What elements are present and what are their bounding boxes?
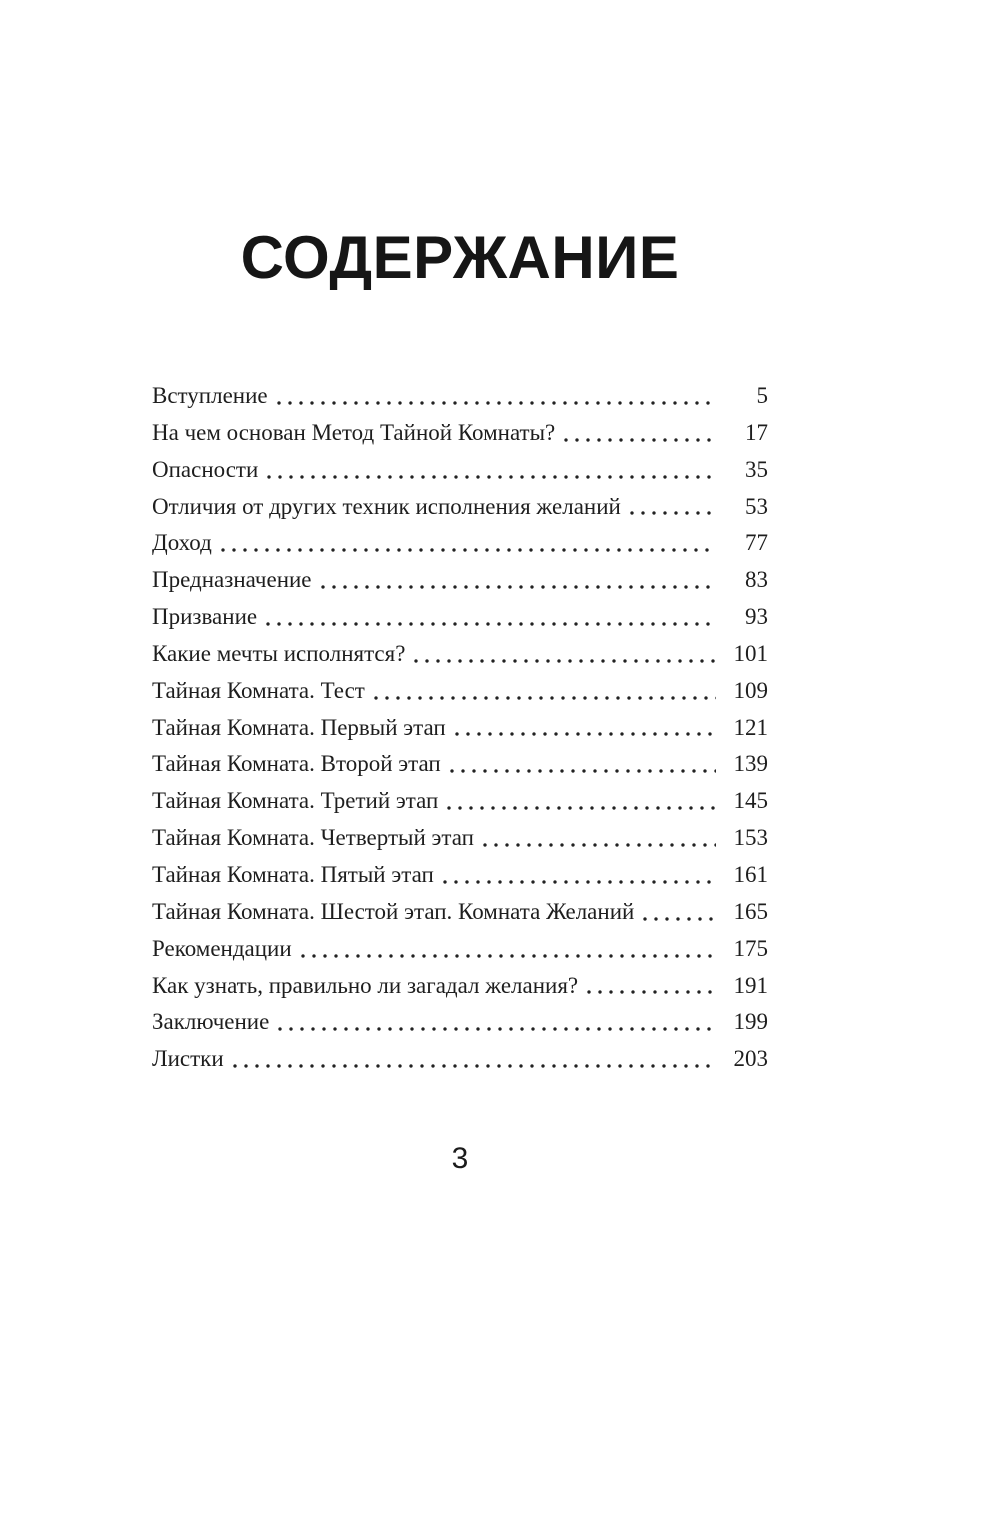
toc-entry-title: Опасности [152,456,259,482]
toc-entry-title: Тайная Комната. Тест [152,677,365,703]
toc-entry [152,783,768,820]
toc-leader-dots [455,732,716,736]
toc-entry-title: На чем основан Метод Тайной Комнаты? [152,419,556,445]
toc-leader-dots [321,585,716,589]
toc-leader-dots [564,438,716,442]
toc-leader-dots [221,548,716,552]
toc-entry [152,746,768,783]
toc-entry-title: Призвание [152,604,258,630]
toc-entry-title: Заключение [152,1009,270,1035]
page-number: 3 [451,1142,469,1176]
toc-entry-title: Тайная Комната. Третий этап [152,788,439,814]
toc-entry-page: 121 [733,714,768,740]
toc-entry-title: Листки [152,1046,224,1072]
toc-entry [152,968,768,1005]
toc-leader-dots [301,954,716,958]
toc-entry-title: Тайная Комната. Первый этап [152,714,446,740]
toc-leader-dots [233,1064,716,1068]
toc-entry [152,525,768,562]
toc-leader-dots [267,475,716,479]
toc-entry-page: 165 [733,898,768,924]
toc-entry [152,489,768,526]
toc-entry-title: Отличия от других техник исполнения желаний [152,493,621,519]
page-title: СОДЕРЖАНИЕ [240,224,680,291]
toc-entry-page: 145 [733,788,768,814]
toc-leader-dots [266,622,716,626]
toc-entry [152,1041,768,1078]
toc-entry-title: Тайная Комната. Пятый этап [152,861,434,887]
toc-entry [152,452,768,489]
toc-entry-page: 175 [733,935,768,961]
toc-leader-dots [587,990,716,994]
toc-entry-page: 139 [733,751,768,777]
toc-entry-page: 83 [745,567,768,593]
toc-entry [152,710,768,747]
toc-entry-page: 5 [756,383,768,408]
book-page [0,224,987,1528]
toc-entry-title: Какие мечты исполнятся? [152,640,406,666]
toc-leader-dots [483,843,716,847]
toc-entry [152,894,768,931]
toc-entry [152,673,768,710]
toc-entry-page: 53 [745,493,768,519]
toc-entry [152,820,768,857]
toc-leader-dots [278,1027,716,1031]
toc-entry-page: 77 [745,530,768,556]
toc-entry-title: Вступление [152,383,268,408]
toc-entry-page: 191 [733,972,768,998]
toc-entry-title: Тайная Комната. Четвертый этап [152,825,474,851]
toc-entry-title: Рекомендации [152,935,292,961]
toc-entry-title: Как узнать, правильно ли загадал желания? [152,972,579,998]
toc-entry-page: 101 [733,640,768,666]
toc-entry-title: Предназначение [152,567,312,593]
text-block [152,224,768,1176]
toc-leader-dots [374,696,716,700]
toc-entry-page: 35 [745,456,768,482]
toc-entry [152,378,768,415]
toc-entry [152,857,768,894]
toc-entry [152,636,768,673]
toc-entry [152,415,768,452]
toc-leader-dots [277,401,716,405]
toc-leader-dots [643,917,716,921]
toc-leader-dots [447,806,716,810]
toc-entry [152,931,768,968]
toc-list [152,378,768,1078]
toc-entry-page: 109 [733,677,768,703]
toc-entry-page: 93 [745,604,768,630]
toc-leader-dots [443,880,716,884]
toc-entry-page: 199 [733,1009,768,1035]
toc-entry-title: Тайная Комната. Второй этап [152,751,441,777]
toc-entry-page: 17 [745,419,768,445]
toc-leader-dots [414,659,716,663]
toc-entry-page: 161 [733,861,768,887]
toc-leader-dots [630,511,716,515]
toc-entry [152,1004,768,1041]
toc-entry-page: 203 [733,1046,768,1072]
toc-leader-dots [450,769,716,773]
toc-entry-page: 153 [733,825,768,851]
toc-entry [152,599,768,636]
toc-entry-title: Доход [152,530,212,556]
toc-entry [152,562,768,599]
toc-entry-title: Тайная Комната. Шестой этап. Комната Желаний [152,898,635,924]
